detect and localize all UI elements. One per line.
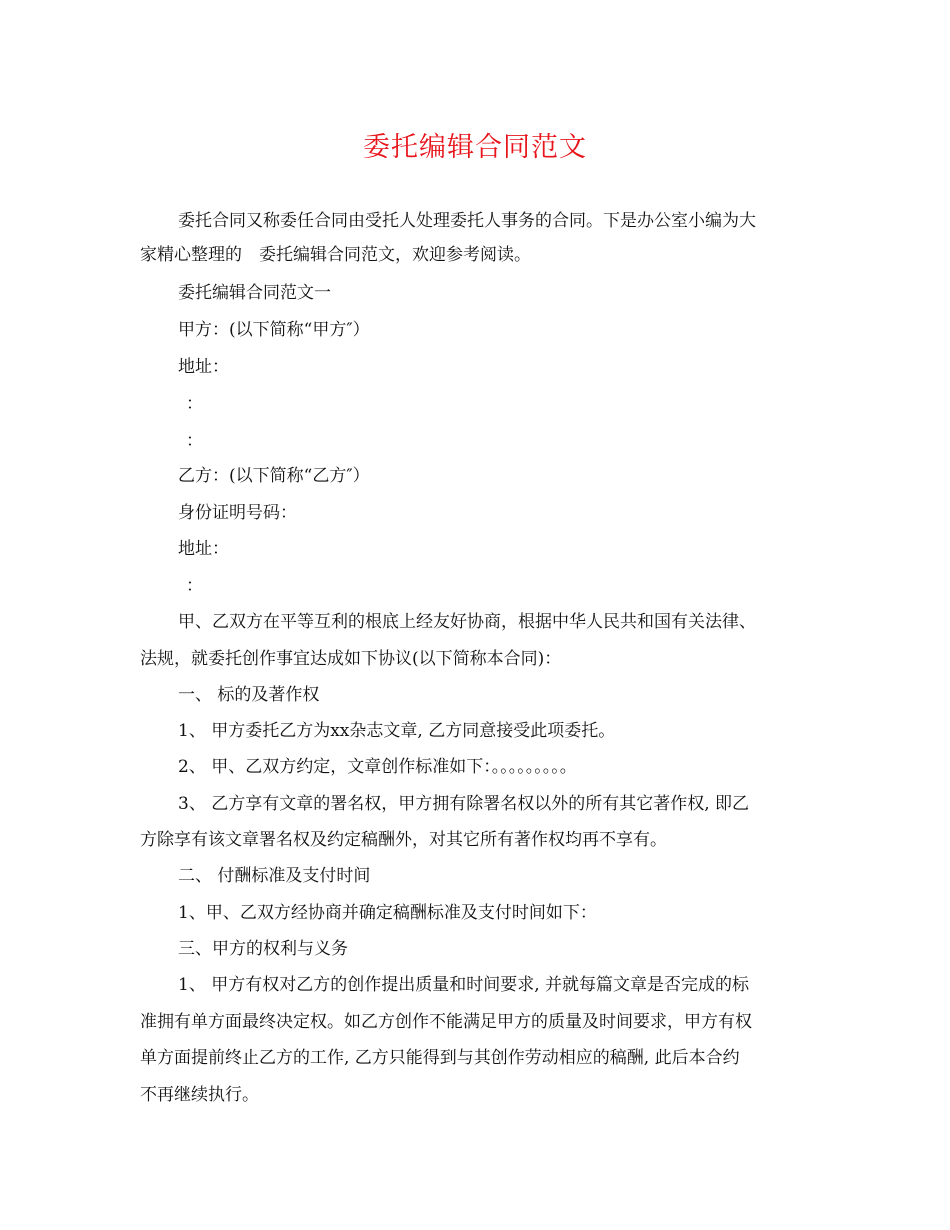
party-a-field-blank-2: ： [186,431,203,451]
clause-3-1-line-1: 1、 甲方有权对乙方的创作提出质量和时间要求, 并就每篇文章是否完成的标 [178,975,750,995]
clause-1-3-line-2: 方除享有该文章署名权及约定稿酬外，对其它所有著作权均再不享有。 [140,830,667,850]
intro-line-1: 委托合同又称委任合同由受托人处理委托人事务的合同。下是办公室小编为大 [178,211,756,231]
document-title: 委托编辑合同范文 [363,132,587,163]
party-b-line: 乙方：(以下简称“乙方″） [178,466,370,486]
party-b-field-blank: ： [186,576,203,596]
preamble-line-2: 法规，就委托创作事宜达成如下协议(以下简称本合同)： [140,649,562,669]
intro-line-2: 家精心整理的 委托编辑合同范文，欢迎参考阅读。 [140,245,531,265]
party-a-field-blank-1: ： [186,394,203,414]
clause-3-1-line-4: 不再继续执行。 [140,1085,259,1105]
party-a-address-label: 地址： [178,357,229,377]
clause-1-1: 1、 甲方委托乙方为xx杂志文章, 乙方同意接受此项委托。 [178,721,616,741]
section-heading-3: 三、甲方的权利与义务 [178,939,348,959]
section-heading-contract-one: 委托编辑合同范文一 [178,283,331,303]
clause-3-1-line-3: 单方面提前终止乙方的工作, 乙方只能得到与其创作劳动相应的稿酬, 此后本合约 [140,1048,740,1068]
party-b-id-label: 身份证明号码： [178,503,297,523]
party-b-address-label: 地址： [178,539,229,559]
clause-3-1-line-2: 准拥有单方面最终决定权。如乙方创作不能满足甲方的质量及时间要求，甲方有权 [140,1012,752,1032]
clause-2-1: 1、甲、乙双方经协商并确定稿酬标准及支付时间如下： [178,903,597,923]
party-a-line: 甲方：(以下简称“甲方″） [178,320,370,340]
section-heading-1: 一、 标的及著作权 [178,685,320,705]
section-heading-2: 二、 付酬标准及支付时间 [178,866,371,886]
preamble-line-1: 甲、乙双方在平等互利的根底上经友好协商，根据中华人民共和国有关法律、 [178,612,756,632]
clause-1-3-line-1: 3、 乙方享有文章的署名权，甲方拥有除署名权以外的所有其它著作权, 即乙 [178,794,750,814]
clause-1-2: 2、 甲、乙双方约定，文章创作标准如下：。。。。。。。。。 [178,757,577,777]
